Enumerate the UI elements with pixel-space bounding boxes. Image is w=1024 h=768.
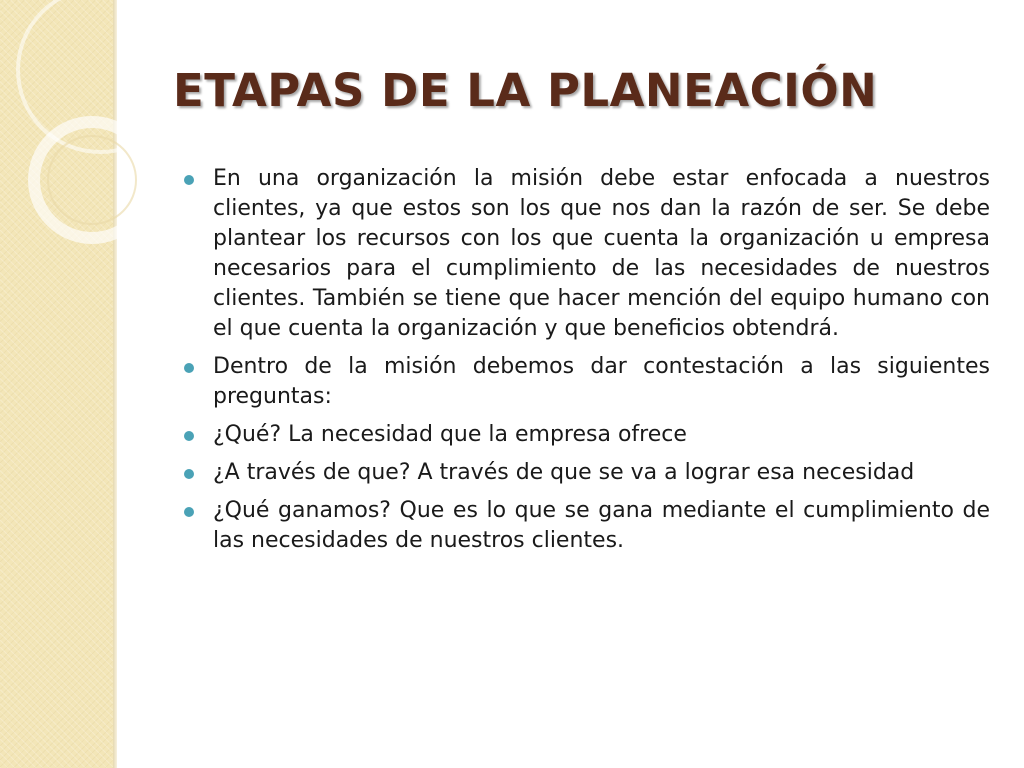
bullet-dot-icon (184, 431, 194, 441)
bullet-item (184, 164, 990, 344)
bullet-dot-icon (184, 363, 194, 373)
decorative-circle-inner (48, 136, 136, 224)
slide-title: ETAPAS DE LA PLANEACIÓN (173, 64, 878, 117)
decorative-circle-large (18, 0, 182, 152)
bullet-item (184, 352, 990, 412)
bullet-list (184, 164, 990, 564)
bullet-item (184, 420, 990, 450)
bullet-dot-icon (184, 507, 194, 517)
decorative-circle-medium (34, 122, 150, 238)
bullet-text: Dentro de la misión debemos dar contestación a las siguientes preguntas: (213, 354, 990, 409)
bullet-item (184, 496, 990, 556)
bullet-item (184, 458, 990, 488)
bullet-text: ¿A través de que? A través de que se va a lograr esa necesidad (213, 460, 915, 485)
bullet-text: ¿Qué? La necesidad que la empresa ofrece (213, 422, 687, 447)
bullet-text: ¿Qué ganamos? Que es lo que se gana mediante el cumplimiento de las necesidades de nuestros clientes. (213, 498, 990, 553)
bullet-dot-icon (184, 469, 194, 479)
bullet-dot-icon (184, 175, 194, 185)
decorative-circles (0, 0, 200, 300)
bullet-text: En una organización la misión debe estar enfocada a nuestros clientes, ya que estos son los que nos dan la razón de ser. Se debe plantear los recursos con los que cuenta la organización u empresa necesarios para el cumplimiento de las necesidades de nuestros clientes. También se tiene que hacer mención del equipo humano con el que cuenta la organización y que beneficios obtendrá. (213, 166, 990, 341)
